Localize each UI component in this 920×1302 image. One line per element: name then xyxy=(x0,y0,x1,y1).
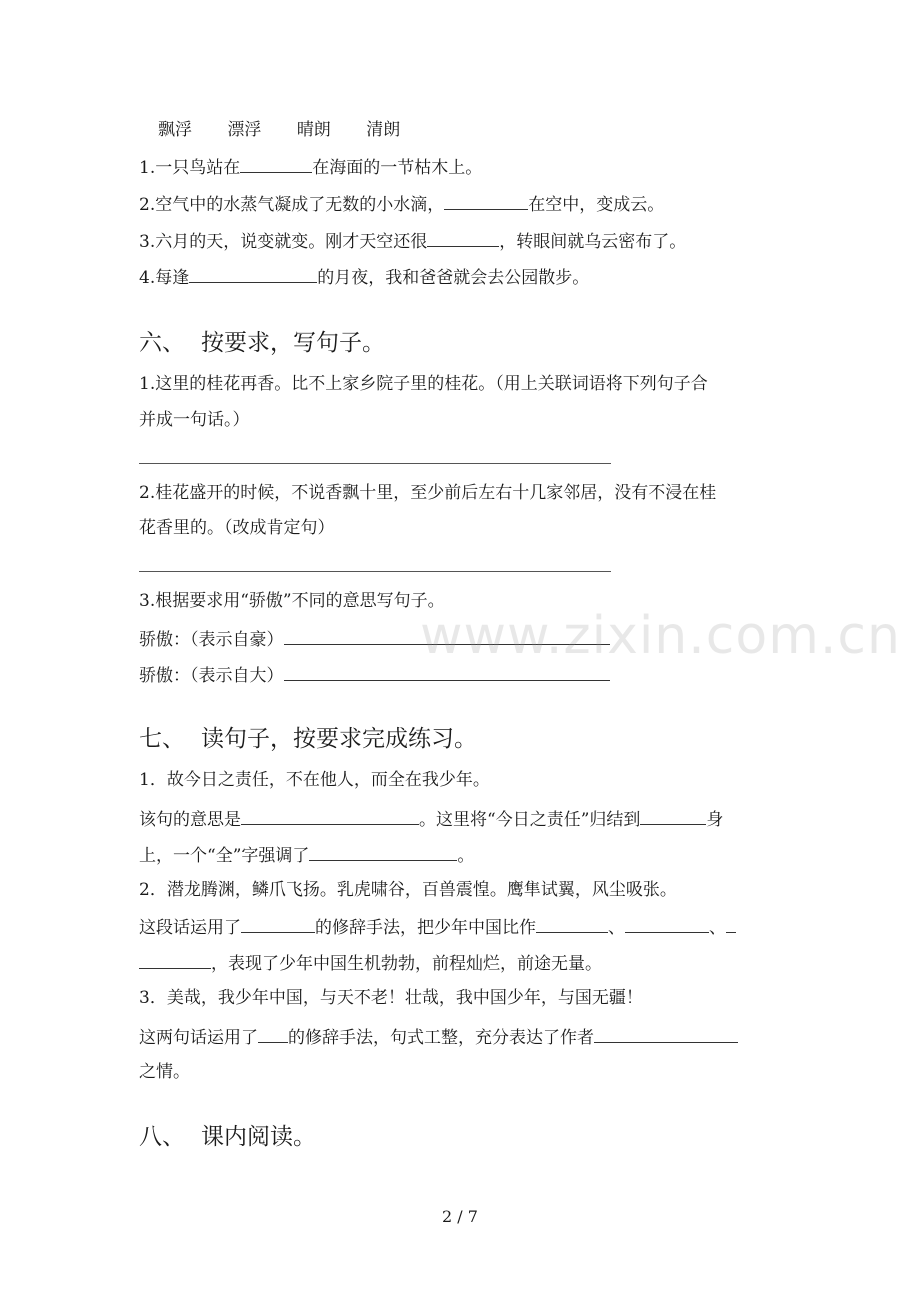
answer-blank[interactable] xyxy=(594,1024,738,1043)
question-text: 3．美哉，我少年中国，与天不老！壮哉，我中国少年，与国无疆！ xyxy=(139,988,643,1008)
word-option: 晴朗 xyxy=(296,120,331,140)
question-text: 这两句话运用了 的修辞手法，句式工整，充分表达了作者 xyxy=(139,1024,738,1050)
question-text: 上，一个“全”字强调了 。 xyxy=(139,842,474,868)
answer-blank[interactable] xyxy=(189,264,317,283)
question-text: 该句的意思是 。这里将“今日之责任”归结到 身 xyxy=(139,806,723,832)
answer-blank[interactable] xyxy=(240,154,312,173)
answer-blank[interactable] xyxy=(241,806,419,825)
answer-blank[interactable] xyxy=(444,191,528,210)
page-number: 2 / 7 xyxy=(442,1207,478,1226)
question-text: 3.根据要求用“骄傲”不同的意思写句子。 xyxy=(139,591,445,611)
answer-blank[interactable] xyxy=(309,842,457,861)
question-text: 之情。 xyxy=(139,1062,190,1082)
watermark: www.zixin.com.cn xyxy=(420,606,901,666)
answer-blank[interactable] xyxy=(258,1024,288,1043)
answer-blank[interactable] xyxy=(625,914,709,933)
answer-blank[interactable] xyxy=(241,914,315,933)
fill-item-4: 4.每逢 的月夜，我和爸爸就会去公园散步。 xyxy=(139,264,589,290)
question-text: 2．潜龙腾渊，鳞爪飞扬。乳虎啸谷，百兽震惶。鹰隼试翼，风尘吸张。 xyxy=(139,880,677,900)
answer-blank[interactable] xyxy=(640,806,706,825)
answer-blank[interactable] xyxy=(427,228,499,247)
question-text: 骄傲：（表示自豪） xyxy=(139,626,610,652)
word-option: 清朗 xyxy=(366,120,401,140)
question-text: ，表现了少年中国生机勃勃，前程灿烂，前途无量。 xyxy=(139,950,602,976)
word-option: 漂浮 xyxy=(227,120,262,140)
question-text: 1.这里的桂花再香。比不上家乡院子里的桂花。（用上关联词语将下列句子合 xyxy=(139,374,708,394)
answer-line[interactable] xyxy=(139,463,611,464)
word-options xyxy=(158,118,430,142)
question-text: 这段话运用了 的修辞手法，把少年中国比作 、 、 xyxy=(139,914,736,940)
question-text: 1．故今日之责任，不在他人，而全在我少年。 xyxy=(139,770,490,790)
section-heading-8: 八、 课内阅读。 xyxy=(139,1124,316,1150)
answer-blank[interactable] xyxy=(536,914,608,933)
fill-item-3: 3.六月的天，说变就变。刚才天空还很 ，转眼间就乌云密布了。 xyxy=(139,228,686,254)
section-heading-7: 七、 读句子，按要求完成练习。 xyxy=(139,726,477,752)
word-option: 飘浮 xyxy=(158,120,192,140)
question-text: 并成一句话。） xyxy=(139,410,250,430)
answer-blank[interactable] xyxy=(726,914,736,933)
answer-blank[interactable] xyxy=(139,950,211,969)
section-heading-6: 六、 按要求，写句子。 xyxy=(139,330,385,356)
fill-item-1: 1.一只鸟站在 在海面的一节枯木上。 xyxy=(139,154,482,180)
question-text: 2.桂花盛开的时候，不说香飘十里，至少前后左右十几家邻居，没有不浸在桂 xyxy=(139,483,717,503)
question-text: 花香里的。（改成肯定句） xyxy=(139,518,335,538)
fill-item-2: 2.空气中的水蒸气凝成了无数的小水滴， 在空中，变成云。 xyxy=(139,191,664,217)
question-text: 骄傲：（表示自大） xyxy=(139,662,610,688)
answer-line[interactable] xyxy=(139,571,611,572)
